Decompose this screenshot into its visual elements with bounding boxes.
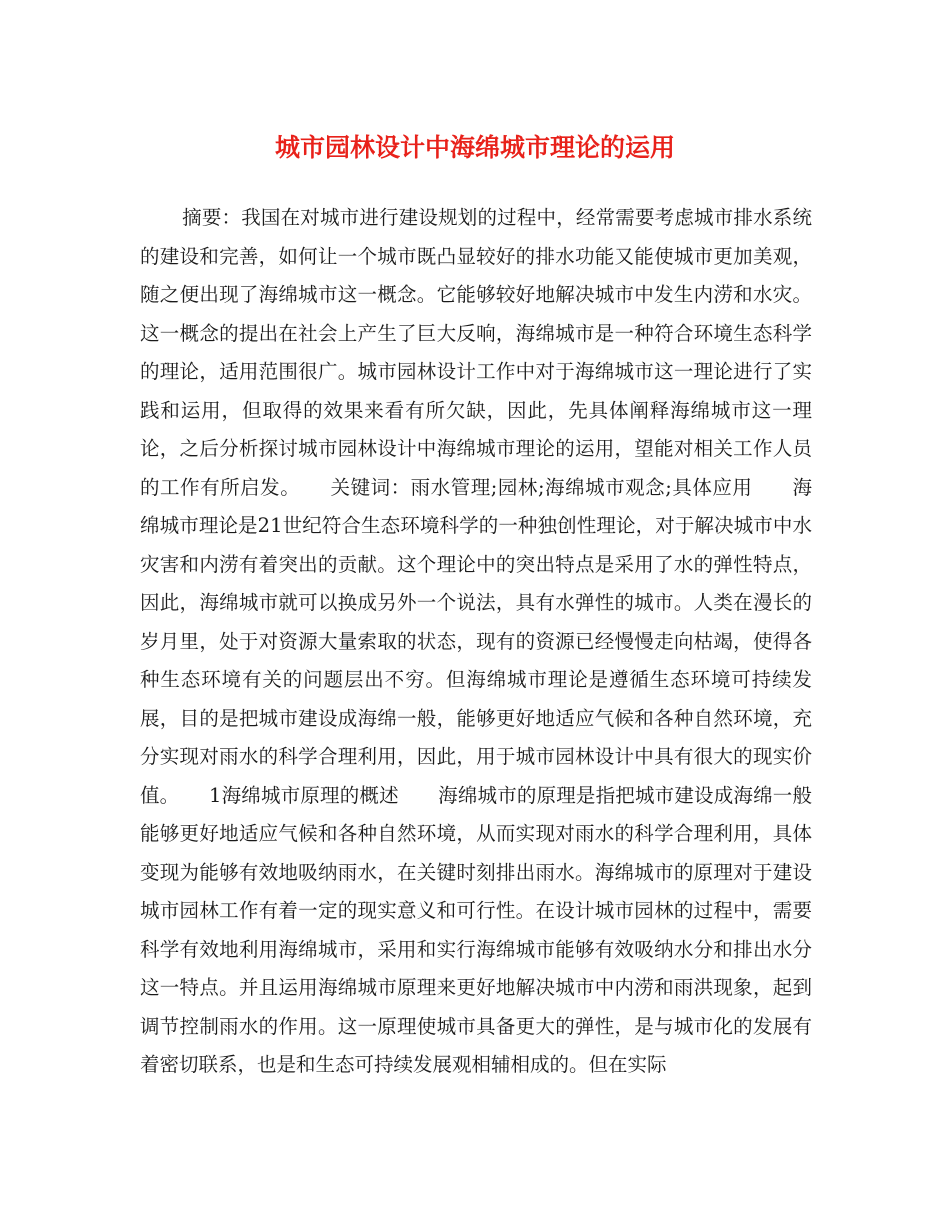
document-body <box>140 199 812 1085</box>
body-text-content: 摘要：我国在对城市进行建设规划的过程中，经常需要考虑城市排水系统的建设和完善，如何让一个城市既凸显较好的排水功能又能使城市更加美观，随之便出现了海绵城市这一概念。它能够较好地解决城市中发生内涝和水灾。这一概念的提出在社会上产生了巨大反响，海绵城市是一种符合环境生态科学的理论，适用范围很广。城市园林设计工作中对于海绵城市这一理论进行了实践和运用，但取得的效果来看有所欠缺，因此，先具体阐释海绵城市这一理论，之后分析探讨城市园林设计中海绵城市理论的运用，望能对相关工作人员的工作有所启发。 关键词：雨水管理;园林;海绵城市观念;具体应用 海绵城市理论是21世纪符合生态环境科学的一种独创性理论，对于解决城市中水灾害和内涝有着突出的贡献。这个理论中的突出特点是采用了水的弹性特点，因此，海绵城市就可以换成另外一个说法，具有水弹性的城市。人类在漫长的岁月里，处于对资源大量索取的状态，现有的资源已经慢慢走向枯竭，使得各种生态环境有关的问题层出不穷。但海绵城市理论是遵循生态环境可持续发展，目的是把城市建设成海绵一般，能够更好地适应气候和各种自然环境，充分实现对雨水的科学合理利用，因此，用于城市园林设计中具有很大的现实价值。 1海绵城市原理的概述 海绵城市的原理是指把城市建设成海绵一般能够更好地适应气候和各种自然环境，从而实现对雨水的科学合理利用，具体变现为能够有效地吸纳雨水，在关键时刻排出雨水。海绵城市的原理对于建设城市园林工作有着一定的现实意义和可行性。在设计城市园林的过程中，需要科学有效地利用海绵城市，采用和实行海绵城市能够有效吸纳水分和排出水分这一特点。并且运用海绵城市原理来更好地解决城市中内涝和雨洪现象，起到调节控制雨水的作用。这一原理使城市具备更大的弹性，是与城市化的发展有着密切联系，也是和生态可持续发展观相辅相成的。但在实际 <box>140 206 812 1076</box>
document-title: 城市园林设计中海绵城市理论的运用 <box>274 133 675 162</box>
